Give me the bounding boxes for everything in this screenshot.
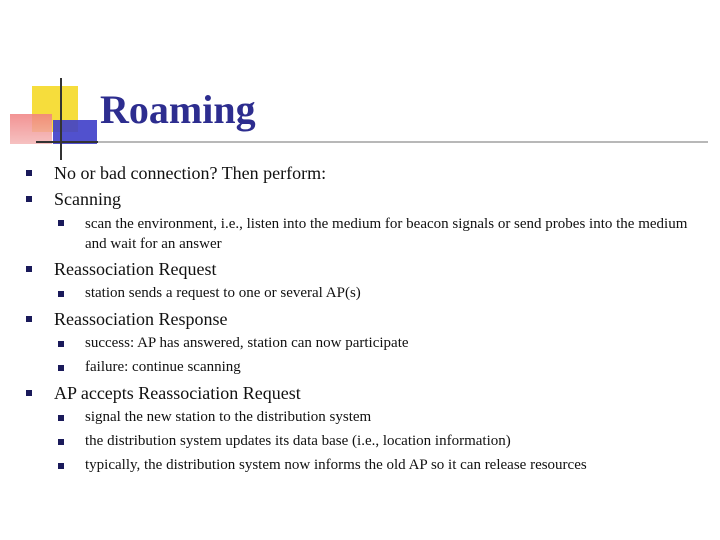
sub-bullet-item — [85, 433, 511, 450]
bullet-text: AP accepts Reassociation Request — [54, 383, 301, 403]
sub-bullet-text: success: AP has answered, station can now participate — [85, 335, 409, 351]
title-underline — [98, 141, 708, 143]
sub-bullet-item — [85, 457, 587, 474]
logo-horizontal-line — [36, 141, 98, 143]
sub-bullet-text: station sends a request to one or several AP(s) — [85, 285, 361, 301]
sub-bullet-item — [85, 409, 371, 426]
bullet-square-icon — [58, 220, 64, 226]
bullet-text: Scanning — [54, 189, 121, 209]
sub-bullet-text: typically, the distribution system now informs the old AP so it can release resources — [85, 457, 587, 473]
bullet-square-icon — [58, 365, 64, 371]
sub-bullet-item — [85, 214, 695, 254]
bullet-text: No or bad connection? Then perform: — [54, 163, 327, 183]
bullet-square-icon — [26, 266, 32, 272]
sub-bullet-item — [85, 285, 361, 302]
logo-red-square — [10, 114, 52, 144]
sub-bullet-text: the distribution system updates its data base (i.e., location information) — [85, 433, 511, 449]
bullet-item — [54, 189, 121, 210]
sub-bullet-text: scan the environment, i.e., listen into the medium for beacon signals or send probes into the medium and wait for an answer — [85, 216, 688, 252]
bullet-square-icon — [58, 291, 64, 297]
sub-bullet-item — [85, 359, 241, 376]
slide-title: Roaming — [100, 87, 256, 132]
bullet-square-icon — [58, 415, 64, 421]
bullet-text: Reassociation Request — [54, 259, 217, 279]
bullet-item — [54, 259, 216, 280]
bullet-square-icon — [26, 170, 32, 176]
bullet-item — [54, 383, 301, 404]
bullet-item — [54, 163, 326, 184]
bullet-square-icon — [58, 439, 64, 445]
sub-bullet-item — [85, 335, 409, 352]
bullet-text: Reassociation Response — [54, 309, 228, 329]
slide-logo — [0, 0, 720, 170]
bullet-square-icon — [26, 390, 32, 396]
logo-vertical-line — [60, 78, 62, 160]
bullet-square-icon — [58, 341, 64, 347]
bullet-square-icon — [26, 316, 32, 322]
sub-bullet-text: failure: continue scanning — [85, 359, 241, 375]
bullet-square-icon — [58, 463, 64, 469]
sub-bullet-text: signal the new station to the distribution system — [85, 409, 372, 425]
bullet-square-icon — [26, 196, 32, 202]
bullet-item — [54, 309, 227, 330]
